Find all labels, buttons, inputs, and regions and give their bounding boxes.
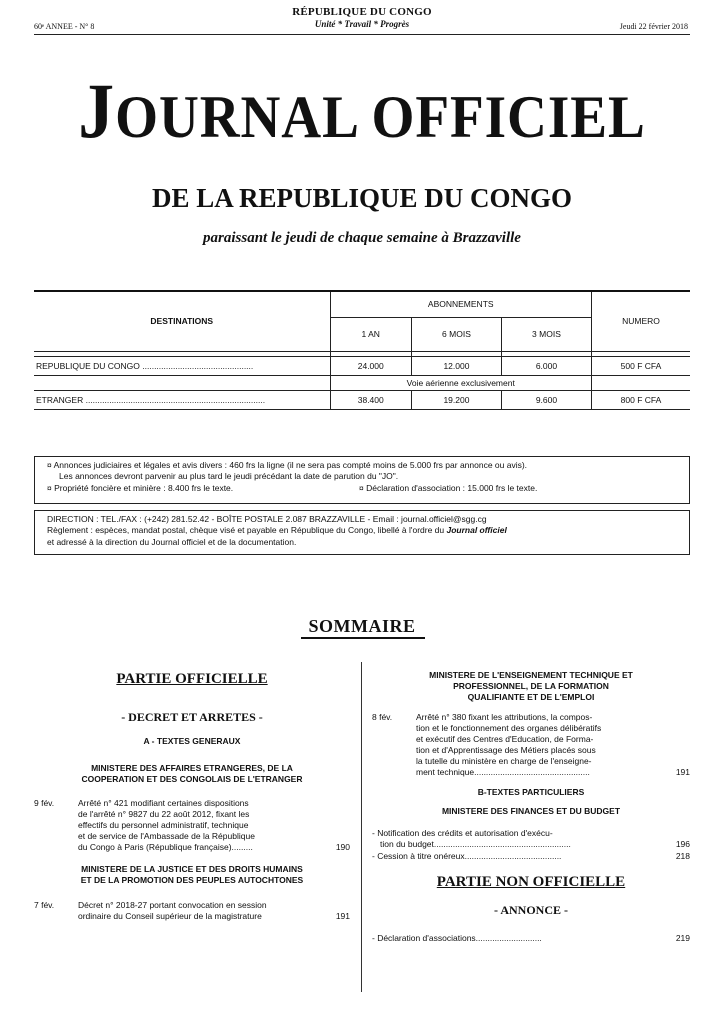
textes-generaux-heading: A - TEXTES GENERAUX [143, 736, 241, 746]
notice-line: ¤ Déclaration d'association : 15.000 frs le texte. [359, 482, 538, 493]
sommaire-title: SOMMAIRE [308, 616, 416, 636]
entry-page: 190 [335, 842, 350, 853]
ministry-heading-line: MINISTERE DE L'ENSEIGNEMENT TECHNIQUE ET [429, 670, 633, 680]
entry-line: tion et le fonctionnement des organes délibératifs [416, 723, 602, 734]
entry-page: 191 [675, 767, 690, 778]
ministry-heading [34, 763, 350, 785]
list-item [34, 900, 350, 922]
entry-text [78, 900, 324, 922]
entry-line: de l'arrêté n° 9827 du 22 août 2012, fixant les [78, 809, 250, 820]
decrets-heading: - DECRET ET ARRETES - [121, 710, 263, 724]
partie-officielle-heading: PARTIE OFFICIELLE [116, 671, 268, 687]
entry-page: 219 [675, 932, 690, 943]
ministry-heading-line: QUALIFIANTE ET DE L'EMPLOI [467, 692, 595, 703]
price-cell: 6.000 [501, 356, 591, 375]
entry-line: - Notification des crédits et autorisation d'exécu- [372, 828, 553, 839]
destination-cell: REPUBLIQUE DU CONGO ............................................... [34, 356, 330, 375]
entry-line: Décret n° 2018-27 portant convocation en session [78, 900, 267, 911]
notices-box [34, 456, 690, 504]
masthead-rest: OURNAL OFFICIEL [115, 84, 646, 150]
payment-terms: et adressé à la direction du Journal officiel et de la documentation. [47, 536, 297, 547]
entry-text [78, 798, 324, 853]
numero-cell: 500 F CFA [591, 356, 690, 375]
header-rule [34, 34, 690, 35]
entry-line: ment technique................................................. [416, 767, 590, 778]
table-row [34, 390, 690, 409]
entry-line: et exécutif des Centres d'Education, de Forma- [416, 734, 594, 745]
list-item [372, 712, 690, 778]
entry-line: la tutelle du ministère en charge de l'enseigne- [416, 756, 592, 767]
entry-line: du Congo à Paris (République française)......... [78, 842, 253, 853]
entry-line: tion et d'Apprentissage des Métiers placés sous [416, 745, 596, 756]
issue-date: Jeudi 22 février 2018 [619, 22, 688, 31]
entry-page: 218 [675, 850, 690, 861]
ministry-heading-line: MINISTERE DES AFFAIRES ETRANGERES, DE LA [91, 763, 293, 773]
entry-date: 9 fév. [34, 798, 55, 809]
sommaire-rule [301, 637, 425, 639]
table-row [34, 356, 690, 375]
price-cell: 9.600 [501, 390, 591, 409]
masthead-title [29, 67, 695, 154]
ministry-heading [34, 864, 350, 886]
list-item [372, 851, 690, 862]
direction-contact: DIRECTION : TEL./FAX : (+242) 281.52.42 - BOÎTE POSTALE 2.087 BRAZZAVILLE - Email : journal.officiel@sgg.cg [47, 514, 487, 524]
masthead-subtitle: DE LA REPUBLIQUE DU CONGO [151, 183, 573, 213]
entry-text [372, 828, 664, 850]
motto: Unité * Travail * Progrès [314, 19, 410, 29]
entry-page: 191 [335, 911, 350, 922]
sommaire-right-column [372, 670, 690, 944]
partie-non-officielle-heading: PARTIE NON OFFICIELLE [436, 873, 626, 890]
destinations-header: DESTINATIONS [34, 291, 330, 351]
republic-header [0, 6, 724, 29]
notice-line: Les annonces devront parvenir au plus tard le jeudi précédant la date de parution du "JO". [59, 471, 399, 482]
entry-text [416, 712, 664, 778]
annonce-heading: - ANNONCE - [494, 902, 568, 917]
ministry-heading: MINISTERE DES FINANCES ET DU BUDGET [441, 806, 621, 817]
subscription-table [34, 290, 690, 410]
ministry-heading-line: ET DE LA PROMOTION DES PEUPLES AUTOCHTONES [80, 875, 304, 886]
ministry-heading-line: PROFESSIONNEL, DE LA FORMATION [453, 681, 609, 692]
entry-line: tion du budget.......................................................... [380, 839, 571, 850]
issue-number: 60ᵉ ANNEE - N° 8 [34, 22, 95, 31]
entry-line: effectifs du personnel administratif, technique [78, 820, 249, 831]
ministry-heading-line: MINISTERE DE LA JUSTICE ET DES DROITS HUMAINS [81, 864, 303, 875]
masthead-tagline: paraissant le jeudi de chaque semaine à Brazzaville [203, 230, 521, 246]
air-note: Voie aérienne exclusivement [330, 375, 591, 390]
column-divider [361, 662, 362, 992]
payment-terms: Règlement : espèces, mandat postal, chèque visé et payable en République du Congo, libellé à l'ordre du [47, 525, 447, 536]
price-cell: 19.200 [411, 390, 501, 409]
price-cell: 38.400 [330, 390, 411, 409]
ministry-heading-line: COOPERATION ET DES CONGOLAIS DE L'ETRANGER [81, 774, 303, 785]
direction-box [34, 510, 690, 555]
price-cell: 24.000 [330, 356, 411, 375]
textes-particuliers-heading: B-TEXTES PARTICULIERS [477, 787, 585, 798]
list-item [372, 933, 690, 944]
notice-line: ¤ Annonces judiciaires et légales et avis divers : 460 frs la ligne (il ne sera pas compté moins de 5.000 frs par annonce ou avis). [47, 460, 528, 470]
period-header: 3 MOIS [501, 317, 591, 351]
destination-cell: ETRANGER ............................................................................ [34, 390, 330, 409]
entry-date: 8 fév. [372, 712, 393, 723]
entry-line: ordinaire du Conseil supérieur de la magistrature [78, 911, 262, 922]
entry-line: Arrêté n° 380 fixant les attributions, la compos- [416, 712, 593, 723]
price-cell: 12.000 [411, 356, 501, 375]
numero-cell: 800 F CFA [591, 390, 690, 409]
period-header: 6 MOIS [411, 317, 501, 351]
period-header: 1 AN [330, 317, 411, 351]
masthead-initial: J [78, 67, 116, 154]
entry-line: Arrêté n° 421 modifiant certaines dispositions [78, 798, 249, 809]
notice-line: ¤ Propriété foncière et minière : 8.400 frs le texte. [47, 482, 234, 493]
sommaire-left-column [34, 671, 350, 923]
entry-page: 196 [675, 839, 690, 850]
list-item [34, 798, 350, 853]
entry-line: - Cession à titre onéreux......................................... [372, 850, 562, 861]
journal-name: Journal officiel [446, 525, 507, 536]
ministry-heading [372, 670, 690, 703]
abonnements-header: ABONNEMENTS [330, 291, 591, 317]
entry-date: 7 fév. [34, 900, 55, 911]
numero-header: NUMERO [591, 291, 690, 351]
republic-name: RÉPUBLIQUE DU CONGO [292, 6, 432, 18]
list-item [372, 828, 690, 850]
entry-line: et de service de l'Ambassade de la République [78, 831, 255, 842]
entry-line: - Déclaration d'associations............................ [372, 932, 542, 943]
